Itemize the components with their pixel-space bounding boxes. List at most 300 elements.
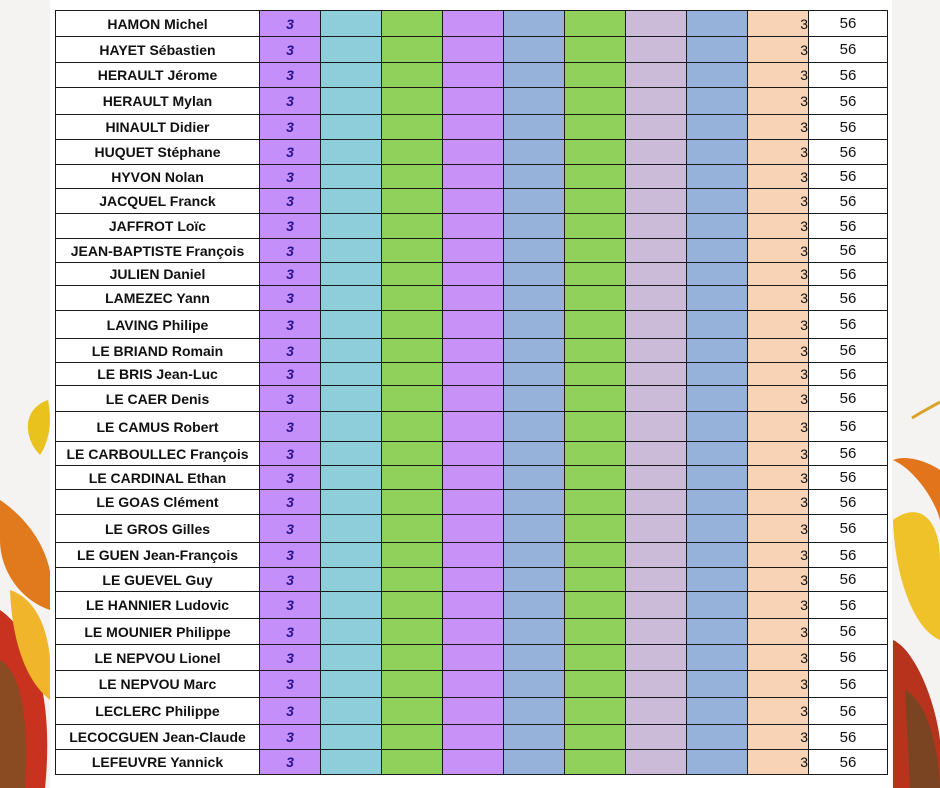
total-cell[interactable]: 56	[809, 115, 888, 140]
score-cell-col1[interactable]: 3	[260, 189, 321, 214]
participant-name-cell[interactable]: LE MOUNIER Philippe	[56, 619, 260, 645]
participant-name-cell[interactable]: LE BRIAND Romain	[56, 339, 260, 363]
score-cell-col3[interactable]	[382, 88, 443, 115]
score-cell-col1[interactable]: 3	[260, 37, 321, 63]
score-cell-col5[interactable]	[504, 37, 565, 63]
score-cell-col7[interactable]	[626, 619, 687, 645]
score-cell-col5[interactable]	[504, 339, 565, 363]
score-cell-col9[interactable]: 3	[748, 750, 809, 775]
score-cell-col5[interactable]	[504, 88, 565, 115]
score-cell-col1[interactable]: 3	[260, 442, 321, 466]
score-cell-col1[interactable]: 3	[260, 140, 321, 165]
total-cell[interactable]: 56	[809, 466, 888, 490]
total-cell[interactable]: 56	[809, 11, 888, 37]
total-cell[interactable]: 56	[809, 698, 888, 725]
score-cell-col2[interactable]	[321, 140, 382, 165]
score-cell-col8[interactable]	[687, 63, 748, 88]
participant-name-cell[interactable]: LE CAER Denis	[56, 386, 260, 412]
score-cell-col4[interactable]	[443, 671, 504, 698]
score-cell-col3[interactable]	[382, 263, 443, 286]
score-cell-col2[interactable]	[321, 339, 382, 363]
total-cell[interactable]: 56	[809, 671, 888, 698]
score-cell-col3[interactable]	[382, 490, 443, 515]
score-cell-col2[interactable]	[321, 263, 382, 286]
score-cell-col9[interactable]: 3	[748, 339, 809, 363]
total-cell[interactable]: 56	[809, 725, 888, 750]
score-cell-col6[interactable]	[565, 88, 626, 115]
participant-name-cell[interactable]: LAMEZEC Yann	[56, 286, 260, 311]
score-cell-col5[interactable]	[504, 140, 565, 165]
participant-name-cell[interactable]: LE CARDINAL Ethan	[56, 466, 260, 490]
score-cell-col3[interactable]	[382, 214, 443, 239]
score-cell-col1[interactable]: 3	[260, 543, 321, 568]
score-cell-col9[interactable]: 3	[748, 725, 809, 750]
score-cell-col8[interactable]	[687, 698, 748, 725]
score-cell-col8[interactable]	[687, 442, 748, 466]
total-cell[interactable]: 56	[809, 214, 888, 239]
score-cell-col8[interactable]	[687, 671, 748, 698]
score-cell-col5[interactable]	[504, 442, 565, 466]
score-cell-col3[interactable]	[382, 140, 443, 165]
score-cell-col5[interactable]	[504, 698, 565, 725]
score-cell-col5[interactable]	[504, 750, 565, 775]
participant-name-cell[interactable]: JULIEN Daniel	[56, 263, 260, 286]
score-cell-col8[interactable]	[687, 466, 748, 490]
score-cell-col8[interactable]	[687, 386, 748, 412]
score-cell-col7[interactable]	[626, 11, 687, 37]
score-cell-col8[interactable]	[687, 88, 748, 115]
score-cell-col2[interactable]	[321, 619, 382, 645]
score-cell-col2[interactable]	[321, 189, 382, 214]
score-cell-col8[interactable]	[687, 543, 748, 568]
score-cell-col7[interactable]	[626, 750, 687, 775]
score-cell-col2[interactable]	[321, 592, 382, 619]
participant-name-cell[interactable]: LE HANNIER Ludovic	[56, 592, 260, 619]
score-cell-col7[interactable]	[626, 88, 687, 115]
participant-name-cell[interactable]: LE GUEVEL Guy	[56, 568, 260, 592]
score-cell-col3[interactable]	[382, 698, 443, 725]
score-cell-col2[interactable]	[321, 363, 382, 386]
participant-name-cell[interactable]: LE NEPVOU Marc	[56, 671, 260, 698]
score-cell-col6[interactable]	[565, 239, 626, 263]
score-cell-col6[interactable]	[565, 214, 626, 239]
score-cell-col8[interactable]	[687, 515, 748, 543]
score-cell-col9[interactable]: 3	[748, 363, 809, 386]
participant-name-cell[interactable]: LE GUEN Jean-François	[56, 543, 260, 568]
score-cell-col5[interactable]	[504, 386, 565, 412]
score-cell-col1[interactable]: 3	[260, 386, 321, 412]
score-cell-col9[interactable]: 3	[748, 311, 809, 339]
score-cell-col3[interactable]	[382, 412, 443, 442]
participant-name-cell[interactable]: LE GROS Gilles	[56, 515, 260, 543]
score-cell-col4[interactable]	[443, 363, 504, 386]
score-cell-col3[interactable]	[382, 189, 443, 214]
score-cell-col5[interactable]	[504, 645, 565, 671]
score-cell-col2[interactable]	[321, 88, 382, 115]
score-cell-col9[interactable]: 3	[748, 11, 809, 37]
score-cell-col7[interactable]	[626, 37, 687, 63]
score-cell-col9[interactable]: 3	[748, 515, 809, 543]
score-cell-col8[interactable]	[687, 165, 748, 189]
score-cell-col7[interactable]	[626, 189, 687, 214]
score-cell-col2[interactable]	[321, 725, 382, 750]
score-cell-col9[interactable]: 3	[748, 619, 809, 645]
participant-name-cell[interactable]: JAFFROT Loïc	[56, 214, 260, 239]
score-cell-col8[interactable]	[687, 140, 748, 165]
score-cell-col6[interactable]	[565, 386, 626, 412]
participant-name-cell[interactable]: LE NEPVOU Lionel	[56, 645, 260, 671]
score-cell-col8[interactable]	[687, 363, 748, 386]
participant-name-cell[interactable]: LECOCGUEN Jean-Claude	[56, 725, 260, 750]
score-cell-col2[interactable]	[321, 645, 382, 671]
score-cell-col7[interactable]	[626, 515, 687, 543]
score-cell-col2[interactable]	[321, 239, 382, 263]
score-cell-col3[interactable]	[382, 286, 443, 311]
participant-name-cell[interactable]: HINAULT Didier	[56, 115, 260, 140]
score-cell-col5[interactable]	[504, 11, 565, 37]
score-cell-col6[interactable]	[565, 490, 626, 515]
score-cell-col5[interactable]	[504, 165, 565, 189]
score-cell-col8[interactable]	[687, 592, 748, 619]
score-cell-col6[interactable]	[565, 189, 626, 214]
participant-name-cell[interactable]: LEFEUVRE Yannick	[56, 750, 260, 775]
score-cell-col4[interactable]	[443, 750, 504, 775]
total-cell[interactable]: 56	[809, 63, 888, 88]
score-cell-col3[interactable]	[382, 568, 443, 592]
score-cell-col7[interactable]	[626, 63, 687, 88]
total-cell[interactable]: 56	[809, 239, 888, 263]
score-cell-col3[interactable]	[382, 515, 443, 543]
participant-name-cell[interactable]: JACQUEL Franck	[56, 189, 260, 214]
score-cell-col1[interactable]: 3	[260, 568, 321, 592]
participant-name-cell[interactable]: LE GOAS Clément	[56, 490, 260, 515]
score-cell-col6[interactable]	[565, 568, 626, 592]
score-cell-col4[interactable]	[443, 412, 504, 442]
score-cell-col5[interactable]	[504, 115, 565, 140]
score-cell-col1[interactable]: 3	[260, 263, 321, 286]
score-cell-col6[interactable]	[565, 140, 626, 165]
score-cell-col3[interactable]	[382, 592, 443, 619]
score-cell-col3[interactable]	[382, 63, 443, 88]
score-cell-col1[interactable]: 3	[260, 490, 321, 515]
score-cell-col4[interactable]	[443, 592, 504, 619]
total-cell[interactable]: 56	[809, 311, 888, 339]
score-cell-col6[interactable]	[565, 442, 626, 466]
score-cell-col9[interactable]: 3	[748, 115, 809, 140]
score-cell-col4[interactable]	[443, 339, 504, 363]
score-cell-col9[interactable]: 3	[748, 88, 809, 115]
score-cell-col1[interactable]: 3	[260, 339, 321, 363]
score-cell-col3[interactable]	[382, 165, 443, 189]
score-cell-col1[interactable]: 3	[260, 286, 321, 311]
score-cell-col5[interactable]	[504, 490, 565, 515]
score-cell-col2[interactable]	[321, 386, 382, 412]
score-cell-col1[interactable]: 3	[260, 671, 321, 698]
score-cell-col6[interactable]	[565, 115, 626, 140]
score-cell-col7[interactable]	[626, 568, 687, 592]
score-cell-col8[interactable]	[687, 568, 748, 592]
score-cell-col4[interactable]	[443, 115, 504, 140]
score-cell-col9[interactable]: 3	[748, 412, 809, 442]
score-cell-col9[interactable]: 3	[748, 568, 809, 592]
score-cell-col1[interactable]: 3	[260, 750, 321, 775]
score-cell-col4[interactable]	[443, 63, 504, 88]
participant-name-cell[interactable]: HAYET Sébastien	[56, 37, 260, 63]
score-cell-col4[interactable]	[443, 698, 504, 725]
total-cell[interactable]: 56	[809, 619, 888, 645]
score-cell-col9[interactable]: 3	[748, 442, 809, 466]
score-cell-col6[interactable]	[565, 286, 626, 311]
score-cell-col8[interactable]	[687, 37, 748, 63]
score-cell-col7[interactable]	[626, 140, 687, 165]
score-cell-col7[interactable]	[626, 543, 687, 568]
score-cell-col2[interactable]	[321, 466, 382, 490]
score-cell-col5[interactable]	[504, 619, 565, 645]
score-cell-col7[interactable]	[626, 263, 687, 286]
score-cell-col2[interactable]	[321, 568, 382, 592]
score-cell-col2[interactable]	[321, 515, 382, 543]
score-cell-col7[interactable]	[626, 592, 687, 619]
score-cell-col6[interactable]	[565, 543, 626, 568]
score-cell-col3[interactable]	[382, 37, 443, 63]
score-cell-col1[interactable]: 3	[260, 239, 321, 263]
score-cell-col9[interactable]: 3	[748, 592, 809, 619]
score-cell-col9[interactable]: 3	[748, 543, 809, 568]
score-cell-col8[interactable]	[687, 490, 748, 515]
score-cell-col8[interactable]	[687, 725, 748, 750]
score-cell-col6[interactable]	[565, 311, 626, 339]
score-cell-col5[interactable]	[504, 286, 565, 311]
score-cell-col2[interactable]	[321, 543, 382, 568]
score-cell-col2[interactable]	[321, 671, 382, 698]
score-cell-col5[interactable]	[504, 568, 565, 592]
score-cell-col1[interactable]: 3	[260, 619, 321, 645]
score-cell-col1[interactable]: 3	[260, 515, 321, 543]
total-cell[interactable]: 56	[809, 543, 888, 568]
score-cell-col7[interactable]	[626, 442, 687, 466]
participant-name-cell[interactable]: HERAULT Mylan	[56, 88, 260, 115]
score-cell-col4[interactable]	[443, 645, 504, 671]
score-cell-col4[interactable]	[443, 442, 504, 466]
score-cell-col3[interactable]	[382, 363, 443, 386]
score-cell-col1[interactable]: 3	[260, 311, 321, 339]
score-cell-col4[interactable]	[443, 386, 504, 412]
score-cell-col3[interactable]	[382, 386, 443, 412]
total-cell[interactable]: 56	[809, 515, 888, 543]
score-cell-col3[interactable]	[382, 645, 443, 671]
score-cell-col5[interactable]	[504, 189, 565, 214]
score-cell-col6[interactable]	[565, 619, 626, 645]
participant-name-cell[interactable]: JEAN-BAPTISTE François	[56, 239, 260, 263]
score-cell-col1[interactable]: 3	[260, 592, 321, 619]
score-cell-col6[interactable]	[565, 750, 626, 775]
participant-name-cell[interactable]: LE CARBOULLEC François	[56, 442, 260, 466]
score-cell-col8[interactable]	[687, 286, 748, 311]
score-cell-col2[interactable]	[321, 214, 382, 239]
score-cell-col8[interactable]	[687, 339, 748, 363]
score-cell-col3[interactable]	[382, 115, 443, 140]
score-cell-col8[interactable]	[687, 239, 748, 263]
score-cell-col9[interactable]: 3	[748, 466, 809, 490]
total-cell[interactable]: 56	[809, 490, 888, 515]
score-cell-col4[interactable]	[443, 311, 504, 339]
score-cell-col5[interactable]	[504, 263, 565, 286]
score-cell-col7[interactable]	[626, 386, 687, 412]
score-cell-col9[interactable]: 3	[748, 63, 809, 88]
total-cell[interactable]: 56	[809, 286, 888, 311]
score-cell-col7[interactable]	[626, 466, 687, 490]
score-cell-col3[interactable]	[382, 442, 443, 466]
score-cell-col3[interactable]	[382, 725, 443, 750]
score-cell-col1[interactable]: 3	[260, 63, 321, 88]
score-cell-col4[interactable]	[443, 165, 504, 189]
score-cell-col4[interactable]	[443, 11, 504, 37]
score-cell-col4[interactable]	[443, 286, 504, 311]
score-cell-col1[interactable]: 3	[260, 412, 321, 442]
score-cell-col2[interactable]	[321, 115, 382, 140]
score-cell-col4[interactable]	[443, 263, 504, 286]
total-cell[interactable]: 56	[809, 386, 888, 412]
score-cell-col4[interactable]	[443, 140, 504, 165]
score-cell-col6[interactable]	[565, 412, 626, 442]
score-cell-col1[interactable]: 3	[260, 466, 321, 490]
score-cell-col8[interactable]	[687, 11, 748, 37]
participant-name-cell[interactable]: HYVON Nolan	[56, 165, 260, 189]
score-cell-col9[interactable]: 3	[748, 214, 809, 239]
participant-name-cell[interactable]: HUQUET Stéphane	[56, 140, 260, 165]
score-cell-col7[interactable]	[626, 645, 687, 671]
score-cell-col3[interactable]	[382, 543, 443, 568]
total-cell[interactable]: 56	[809, 750, 888, 775]
participant-name-cell[interactable]: LE BRIS Jean-Luc	[56, 363, 260, 386]
score-cell-col7[interactable]	[626, 363, 687, 386]
score-cell-col4[interactable]	[443, 619, 504, 645]
score-cell-col6[interactable]	[565, 645, 626, 671]
score-cell-col5[interactable]	[504, 725, 565, 750]
score-cell-col4[interactable]	[443, 88, 504, 115]
total-cell[interactable]: 56	[809, 88, 888, 115]
score-cell-col3[interactable]	[382, 750, 443, 775]
score-cell-col9[interactable]: 3	[748, 286, 809, 311]
score-cell-col4[interactable]	[443, 543, 504, 568]
participant-name-cell[interactable]: LE CAMUS Robert	[56, 412, 260, 442]
total-cell[interactable]: 56	[809, 363, 888, 386]
score-cell-col8[interactable]	[687, 115, 748, 140]
score-cell-col3[interactable]	[382, 671, 443, 698]
score-cell-col4[interactable]	[443, 189, 504, 214]
score-cell-col7[interactable]	[626, 698, 687, 725]
score-cell-col6[interactable]	[565, 592, 626, 619]
score-cell-col9[interactable]: 3	[748, 386, 809, 412]
score-cell-col6[interactable]	[565, 11, 626, 37]
score-cell-col4[interactable]	[443, 725, 504, 750]
score-cell-col4[interactable]	[443, 568, 504, 592]
score-cell-col1[interactable]: 3	[260, 11, 321, 37]
score-cell-col5[interactable]	[504, 412, 565, 442]
score-cell-col6[interactable]	[565, 63, 626, 88]
total-cell[interactable]: 56	[809, 592, 888, 619]
score-cell-col2[interactable]	[321, 63, 382, 88]
score-cell-col8[interactable]	[687, 619, 748, 645]
score-cell-col1[interactable]: 3	[260, 115, 321, 140]
score-cell-col7[interactable]	[626, 286, 687, 311]
total-cell[interactable]: 56	[809, 140, 888, 165]
score-cell-col5[interactable]	[504, 363, 565, 386]
score-cell-col2[interactable]	[321, 698, 382, 725]
score-cell-col3[interactable]	[382, 11, 443, 37]
score-cell-col7[interactable]	[626, 214, 687, 239]
score-cell-col6[interactable]	[565, 363, 626, 386]
score-cell-col2[interactable]	[321, 490, 382, 515]
score-cell-col6[interactable]	[565, 515, 626, 543]
participant-name-cell[interactable]: HAMON Michel	[56, 11, 260, 37]
score-cell-col2[interactable]	[321, 442, 382, 466]
participant-name-cell[interactable]: LECLERC Philippe	[56, 698, 260, 725]
score-cell-col2[interactable]	[321, 11, 382, 37]
score-cell-col1[interactable]: 3	[260, 698, 321, 725]
participant-name-cell[interactable]: LAVING Philipe	[56, 311, 260, 339]
score-cell-col7[interactable]	[626, 412, 687, 442]
total-cell[interactable]: 56	[809, 568, 888, 592]
score-cell-col2[interactable]	[321, 165, 382, 189]
score-cell-col2[interactable]	[321, 37, 382, 63]
score-cell-col6[interactable]	[565, 263, 626, 286]
score-cell-col4[interactable]	[443, 466, 504, 490]
score-cell-col7[interactable]	[626, 490, 687, 515]
total-cell[interactable]: 56	[809, 339, 888, 363]
score-cell-col6[interactable]	[565, 165, 626, 189]
score-cell-col5[interactable]	[504, 63, 565, 88]
score-cell-col8[interactable]	[687, 189, 748, 214]
score-cell-col5[interactable]	[504, 515, 565, 543]
score-cell-col3[interactable]	[382, 311, 443, 339]
score-cell-col7[interactable]	[626, 115, 687, 140]
score-cell-col8[interactable]	[687, 750, 748, 775]
score-cell-col7[interactable]	[626, 671, 687, 698]
score-cell-col4[interactable]	[443, 37, 504, 63]
total-cell[interactable]: 56	[809, 165, 888, 189]
score-cell-col9[interactable]: 3	[748, 37, 809, 63]
score-cell-col8[interactable]	[687, 412, 748, 442]
score-cell-col5[interactable]	[504, 311, 565, 339]
score-cell-col9[interactable]: 3	[748, 263, 809, 286]
score-cell-col9[interactable]: 3	[748, 671, 809, 698]
score-cell-col3[interactable]	[382, 239, 443, 263]
score-cell-col2[interactable]	[321, 311, 382, 339]
score-cell-col1[interactable]: 3	[260, 165, 321, 189]
score-cell-col1[interactable]: 3	[260, 214, 321, 239]
score-cell-col5[interactable]	[504, 671, 565, 698]
score-cell-col8[interactable]	[687, 214, 748, 239]
total-cell[interactable]: 56	[809, 263, 888, 286]
score-cell-col3[interactable]	[382, 339, 443, 363]
total-cell[interactable]: 56	[809, 189, 888, 214]
total-cell[interactable]: 56	[809, 645, 888, 671]
score-cell-col4[interactable]	[443, 515, 504, 543]
score-cell-col9[interactable]: 3	[748, 239, 809, 263]
score-cell-col7[interactable]	[626, 725, 687, 750]
score-cell-col9[interactable]: 3	[748, 140, 809, 165]
score-cell-col1[interactable]: 3	[260, 88, 321, 115]
score-cell-col8[interactable]	[687, 645, 748, 671]
score-cell-col7[interactable]	[626, 165, 687, 189]
score-cell-col5[interactable]	[504, 239, 565, 263]
participant-name-cell[interactable]: HERAULT Jérome	[56, 63, 260, 88]
total-cell[interactable]: 56	[809, 37, 888, 63]
score-cell-col5[interactable]	[504, 543, 565, 568]
total-cell[interactable]: 56	[809, 442, 888, 466]
score-cell-col3[interactable]	[382, 466, 443, 490]
